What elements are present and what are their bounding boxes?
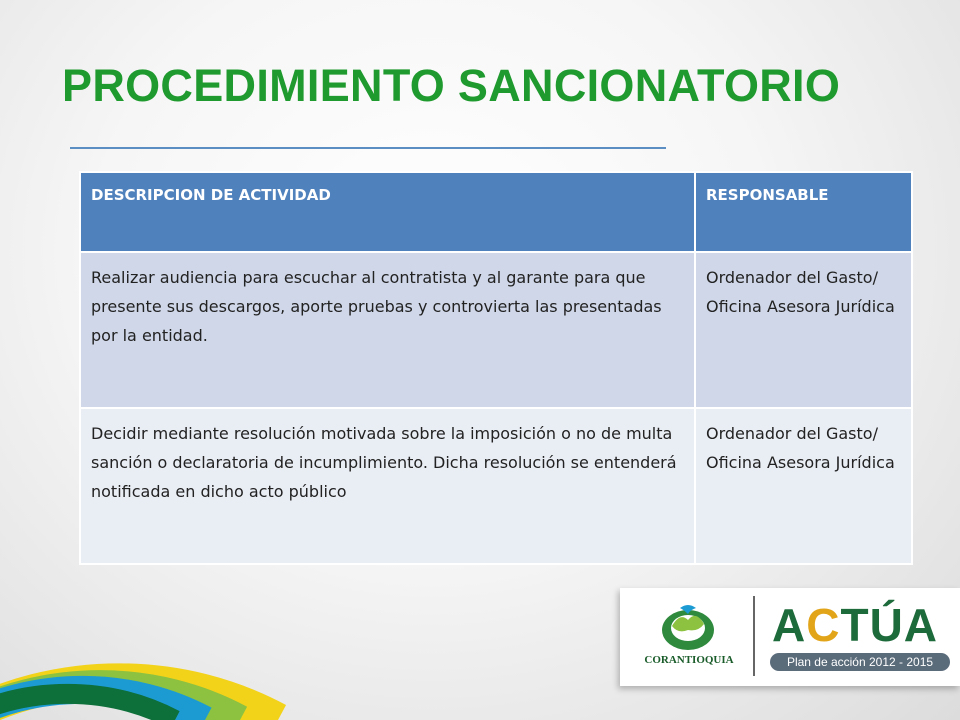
corantioquia-logo-text: CORANTIOQUIA [644, 654, 734, 666]
logo-divider [753, 596, 755, 676]
activity-table [79, 171, 913, 565]
plan-de-accion-label: Plan de acción 2012 - 2015 [770, 653, 950, 671]
actua-rest: TÚA [840, 599, 939, 651]
header-description: DESCRIPCION DE ACTIVIDAD [80, 172, 695, 252]
activity-description: Realizar audiencia para escuchar al contratista y al garante para que presente sus descargos, aporte pruebas y controvierta las presentadas por la entidad. [80, 252, 695, 408]
activity-responsible: Ordenador del Gasto/ Oficina Asesora Jurídica [695, 252, 912, 408]
table-row [80, 252, 912, 408]
header-responsible: RESPONSABLE [695, 172, 912, 252]
actua-logo [772, 598, 938, 652]
title-underline [70, 147, 666, 149]
corantioquia-logo-icon [658, 602, 718, 652]
activity-responsible: Ordenador del Gasto/ Oficina Asesora Jurídica [695, 408, 912, 564]
activity-description: Decidir mediante resolución motivada sobre la imposición o no de multa sanción o declaratoria de incumplimiento. Dicha resolución se entenderá notificada en dicho acto público [80, 408, 695, 564]
table-header-row [80, 172, 912, 252]
logo-banner [620, 588, 960, 686]
table-row [80, 408, 912, 564]
actua-letter-c: C [806, 599, 841, 651]
actua-letter-a: A [772, 599, 807, 651]
page-title: PROCEDIMIENTO SANCIONATORIO [62, 60, 841, 111]
